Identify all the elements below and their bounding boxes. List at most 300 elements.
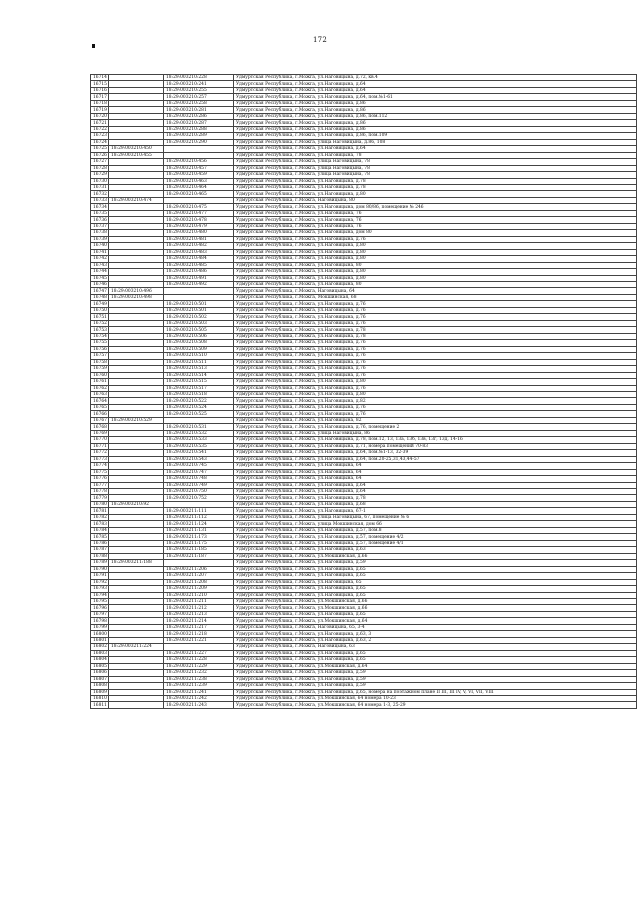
cadastral-number-cell: 18:29:003211:232 bbox=[164, 670, 234, 676]
row-number-cell: 16805 bbox=[91, 663, 109, 669]
row-number-cell: 16801 bbox=[91, 637, 109, 643]
cadastral-number-cell: 18:29:003211:131 bbox=[164, 527, 234, 533]
cadastral-number-cell: 18:29:003210:241 bbox=[164, 81, 234, 87]
cadastral-number-cell: 18:29:003210:543 bbox=[164, 456, 234, 462]
row-number-cell: 16791 bbox=[91, 573, 109, 579]
address-cell: Удмуртская Республика, г.Можга, ул.Наговицына, д.63, 2 bbox=[234, 637, 637, 643]
cadastral-number-cell: 18:29:003210:535 bbox=[164, 443, 234, 449]
address-cell: Удмуртская Республика, г.Можга, ул.Наговицына, д.72, кв.4 bbox=[234, 75, 637, 81]
row-number-cell: 16799 bbox=[91, 624, 109, 630]
address-cell: Удмуртская Республика, г.Можга, ул.Наговицына, 67-1 bbox=[234, 508, 637, 514]
cadastral-number-cell: 18:29:003210:287 bbox=[164, 120, 234, 126]
register-table bbox=[90, 74, 637, 709]
cadastral-number-cell: 18:29:003210:289 bbox=[164, 133, 234, 139]
address-cell: Удмуртская Республика, г.Можга, ул.Наговицына, дом 80/86, помещение № 246 bbox=[234, 204, 637, 210]
row-number-cell: 16796 bbox=[91, 605, 109, 611]
cadastral-number-cell: 18:29:003210:517 bbox=[164, 385, 234, 391]
old-cadastral-number-cell: 18:29:003210:450 bbox=[109, 146, 164, 152]
row-number-cell: 16747 bbox=[91, 288, 109, 294]
row-number-cell: 16783 bbox=[91, 521, 109, 527]
cadastral-number-cell: 18:29:003210:749 bbox=[164, 482, 234, 488]
address-cell: Удмуртская Республика, г.Можга, улица Наговицына, 78 bbox=[234, 165, 637, 171]
address-cell: Удмуртская Республика, г.Можга, ул.Наговицына, д.65 bbox=[234, 592, 637, 598]
cadastral-number-cell: 18:29:003211:124 bbox=[164, 521, 234, 527]
row-number-cell: 16766 bbox=[91, 411, 109, 417]
row-number-cell: 16760 bbox=[91, 372, 109, 378]
cadastral-number-cell: 18:29:003210:477 bbox=[164, 210, 234, 216]
row-number-cell: 16731 bbox=[91, 184, 109, 190]
row-number-cell: 16746 bbox=[91, 282, 109, 288]
cadastral-number-cell: 18:29:003210:508 bbox=[164, 340, 234, 346]
row-number-cell: 16809 bbox=[91, 689, 109, 695]
row-number-cell: 16735 bbox=[91, 210, 109, 216]
cadastral-number-cell: 18:29:003211:112 bbox=[164, 514, 234, 520]
cadastral-number-cell: 18:29:003211:173 bbox=[164, 534, 234, 540]
row-number-cell: 16726 bbox=[91, 152, 109, 158]
row-number-cell: 16744 bbox=[91, 269, 109, 275]
address-cell: Удмуртская Республика, г.Можга, ул.Наговицына, 64 bbox=[234, 476, 637, 482]
old-cadastral-number-cell bbox=[109, 702, 164, 708]
address-cell: Удмуртская Республика, г.Можга, улица Наговицына, 78 bbox=[234, 172, 637, 178]
address-cell: Удмуртская Республика, г.Можга, ул.Мокшинская, д.66 bbox=[234, 598, 637, 604]
row-number-cell: 16754 bbox=[91, 333, 109, 339]
cadastral-number-cell: 18:29:003210:290 bbox=[164, 139, 234, 145]
address-cell: Удмуртская Республика, г.Можга, ул.Наговицына, д.80 bbox=[234, 275, 637, 281]
row-number-cell: 16743 bbox=[91, 262, 109, 268]
row-number-cell: 16806 bbox=[91, 670, 109, 676]
address-cell: Удмуртская Республика, г.Можга, ул.Наговицына, 80 bbox=[234, 282, 637, 288]
address-cell: Удмуртская Республика, г.Можга, ул.Наговицына, д.86, пом.112 bbox=[234, 113, 637, 119]
cadastral-number-cell: 18:29:003210:286 bbox=[164, 113, 234, 119]
row-number-cell: 16739 bbox=[91, 236, 109, 242]
row-number-cell: 16719 bbox=[91, 107, 109, 113]
address-cell: Удмуртская Республика, г.Можга, ул.Наговицына, 80 bbox=[234, 262, 637, 268]
cadastral-number-cell: 18:29:003210:505 bbox=[164, 327, 234, 333]
row-number-cell: 16782 bbox=[91, 514, 109, 520]
row-number-cell: 16776 bbox=[91, 476, 109, 482]
cadastral-number-cell: 18:29:003210:531 bbox=[164, 424, 234, 430]
row-number-cell: 16770 bbox=[91, 437, 109, 443]
cadastral-number-cell: 18:29:003211:221 bbox=[164, 637, 234, 643]
row-number-cell: 16797 bbox=[91, 611, 109, 617]
row-number-cell: 16749 bbox=[91, 301, 109, 307]
cadastral-number-cell: 18:29:003211:227 bbox=[164, 650, 234, 656]
row-number-cell: 16778 bbox=[91, 489, 109, 495]
row-number-cell: 16752 bbox=[91, 320, 109, 326]
cadastral-number-cell: 18:29:003210:479 bbox=[164, 223, 234, 229]
cadastral-number-cell: 18:29:003210:457 bbox=[164, 165, 234, 171]
cadastral-number-cell: 18:29:003211:175 bbox=[164, 540, 234, 546]
row-number-cell: 16772 bbox=[91, 450, 109, 456]
row-number-cell: 16737 bbox=[91, 223, 109, 229]
address-cell: Удмуртская Республика, г.Можга, ул.Наговицына, д.76, помещение 2 bbox=[234, 424, 637, 430]
cadastral-number-cell: 18:29:003210:228 bbox=[164, 75, 234, 81]
address-cell: Удмуртская Республика, г.Можга, ул.Наговицына, 64 bbox=[234, 469, 637, 475]
row-number-cell: 16804 bbox=[91, 657, 109, 663]
row-number-cell: 16715 bbox=[91, 81, 109, 87]
cadastral-number-cell: 18:29:003210:518 bbox=[164, 391, 234, 397]
old-cadastral-number-cell: 18:29:003211:188 bbox=[109, 560, 164, 566]
row-number-cell: 16730 bbox=[91, 178, 109, 184]
address-cell: Удмуртская Республика, г.Можга, улица Наговицына, 78 bbox=[234, 159, 637, 165]
address-cell: Удмуртская Республика, г.Можга, улица Наговицына, 67, помещение № 6 bbox=[234, 514, 637, 520]
address-cell: Удмуртская Республика, г.Можга, ул.Наговицына, д.65 bbox=[234, 586, 637, 592]
cadastral-number-cell: 18:29:003210:478 bbox=[164, 217, 234, 223]
cadastral-number-cell: 18:29:003210:524 bbox=[164, 404, 234, 410]
address-cell: Удмуртская Республика, г.Можга, ул.Наговицына, д.82 bbox=[234, 398, 637, 404]
table-row bbox=[91, 702, 637, 708]
row-number-cell: 16811 bbox=[91, 702, 109, 708]
row-number-cell: 16771 bbox=[91, 443, 109, 449]
row-number-cell: 16759 bbox=[91, 366, 109, 372]
row-number-cell: 16734 bbox=[91, 204, 109, 210]
address-cell: Удмуртская Республика, г.Можга, ул.Наговицына, д.63 bbox=[234, 547, 637, 553]
row-number-cell: 16751 bbox=[91, 314, 109, 320]
register-body bbox=[91, 75, 637, 709]
address-cell: Удмуртская Республика, г.Можга, ул.Наговицына, д.80 bbox=[234, 191, 637, 197]
address-cell: Удмуртская Республика, г.Можга, ул.Наговицына, д.76 bbox=[234, 353, 637, 359]
address-cell: Удмуртская Республика, г.Можга, ул.Мокшинская, д.64 bbox=[234, 663, 637, 669]
address-cell: Удмуртская Республика, г.Можга, ул.Наговицына, д.57, помещение 4/2 bbox=[234, 534, 637, 540]
cadastral-number-cell: 18:29:003210:257 bbox=[164, 94, 234, 100]
row-number-cell: 16716 bbox=[91, 87, 109, 93]
row-number-cell: 16800 bbox=[91, 631, 109, 637]
address-cell: Удмуртская Республика, г.Можга, ул.Наговицына, д.65 bbox=[234, 573, 637, 579]
cadastral-number-cell: 18:29:003211:238 bbox=[164, 676, 234, 682]
cadastral-number-cell: 18:29:003210:541 bbox=[164, 450, 234, 456]
cadastral-number-cell: 18:29:003211:243 bbox=[164, 702, 234, 708]
row-number-cell: 16768 bbox=[91, 424, 109, 430]
address-cell: Удмуртская Республика, г.Можга, ул.Наговицына, д.57, помещение 4/1 bbox=[234, 540, 637, 546]
row-number-cell: 16793 bbox=[91, 586, 109, 592]
address-cell: Удмуртская Республика, г.Можга, ул.Наговицына, д.80 bbox=[234, 391, 637, 397]
row-number-cell: 16781 bbox=[91, 508, 109, 514]
cadastral-number-cell: 18:29:003210:532 bbox=[164, 430, 234, 436]
old-cadastral-number-cell: 18:29:003210:92 bbox=[109, 501, 164, 507]
address-cell: Удмуртская Республика, г.Можга, ул.Наговицына, 64 bbox=[234, 463, 637, 469]
address-cell: Удмуртская Республика, г.Можга, ул.Наговицына, д.59 bbox=[234, 560, 637, 566]
row-number-cell: 16786 bbox=[91, 540, 109, 546]
row-number-cell: 16763 bbox=[91, 391, 109, 397]
address-cell: Удмуртская Республика, г.Можга, ул.Наговицына, д.64, пом.№1-13, 32-39 bbox=[234, 450, 637, 456]
cadastral-number-cell: 18:29:003210:747 bbox=[164, 469, 234, 475]
cadastral-number-cell: 18:29:003210:515 bbox=[164, 379, 234, 385]
old-cadastral-number-cell: 18:29:003210:496 bbox=[109, 288, 164, 294]
row-number-cell: 16779 bbox=[91, 495, 109, 501]
address-cell: Удмуртская Республика, г.Можга, ул.Наговицына, д.76 bbox=[234, 320, 637, 326]
cadastral-number-cell: 18:29:003211:207 bbox=[164, 573, 234, 579]
address-cell: Удмуртская Республика, г.Можга, ул.Наговицына, д.80 bbox=[234, 243, 637, 249]
address-cell: Удмуртская Республика, г.Можга, ул.Мокшинская, 64 номера 10-23 bbox=[234, 696, 637, 702]
cadastral-number-cell: 18:29:003210:522 bbox=[164, 398, 234, 404]
cadastral-number-cell: 18:29:003210:510 bbox=[164, 353, 234, 359]
row-number-cell: 16790 bbox=[91, 566, 109, 572]
row-number-cell: 16722 bbox=[91, 126, 109, 132]
row-number-cell: 16720 bbox=[91, 113, 109, 119]
address-cell: Удмуртская Республика, г.Можга, ул.Наговицына, д.65 bbox=[234, 650, 637, 656]
cadastral-number-cell: 18:29:003211:206 bbox=[164, 566, 234, 572]
address-cell: Удмуртская Республика, г.Можга, ул.Наговицына, 76 bbox=[234, 217, 637, 223]
row-number-cell: 16795 bbox=[91, 598, 109, 604]
old-cadastral-number-cell: 18:29:003210:498 bbox=[109, 294, 164, 300]
cadastral-number-cell: 18:29:003211:241 bbox=[164, 689, 234, 695]
address-cell: Удмуртская Республика, г.Можга, ул.Наговицына, д.78 bbox=[234, 327, 637, 333]
row-number-cell: 16777 bbox=[91, 482, 109, 488]
page-number: 172 bbox=[313, 36, 327, 44]
row-number-cell: 16732 bbox=[91, 191, 109, 197]
address-cell: Удмуртская Республика, г.Можга, ул.Наговицына, д.80 bbox=[234, 269, 637, 275]
address-cell: Удмуртская Республика, г.Можга, ул.Наговицына, д.78 bbox=[234, 333, 637, 339]
cadastral-number-cell: 18:29:003210:288 bbox=[164, 126, 234, 132]
row-number-cell: 16767 bbox=[91, 417, 109, 423]
address-cell: Удмуртская Республика, г.Можга, улица Наговицына, 86 bbox=[234, 430, 637, 436]
address-cell: Удмуртская Республика, г.Можга, ул.Наговицына, д.78 bbox=[234, 184, 637, 190]
address-cell: Удмуртская Республика, г.Можга, ул.Мокшинская, д.66 bbox=[234, 553, 637, 559]
cadastral-number-cell: 18:29:003210:533 bbox=[164, 437, 234, 443]
cadastral-number-cell: 18:29:003210:484 bbox=[164, 256, 234, 262]
cadastral-number-cell: 18:29:003210:501 bbox=[164, 307, 234, 313]
row-number-cell: 16787 bbox=[91, 547, 109, 553]
row-number-cell: 16742 bbox=[91, 256, 109, 262]
row-number-cell: 16762 bbox=[91, 385, 109, 391]
address-cell: Удмуртская Республика, г.Можга, ул.Наговицына, д.64 bbox=[234, 489, 637, 495]
cadastral-number-cell: 18:29:003210:485 bbox=[164, 262, 234, 268]
address-cell: Удмуртская Республика, г.Можга, ул.Наговицына, д.64, пом.№1-61 bbox=[234, 94, 637, 100]
row-number-cell: 16718 bbox=[91, 100, 109, 106]
address-cell: Удмуртская Республика, г.Можга, ул.Наговицына, 65 bbox=[234, 579, 637, 585]
row-number-cell: 16764 bbox=[91, 398, 109, 404]
cadastral-number-cell: 18:29:003210:475 bbox=[164, 204, 234, 210]
cadastral-number-cell: 18:29:003210:464 bbox=[164, 184, 234, 190]
row-number-cell: 16717 bbox=[91, 94, 109, 100]
address-cell: Удмуртская Республика, г.Можга, Наговицына, 80 bbox=[234, 197, 637, 203]
cadastral-number-cell: 18:29:003210:481 bbox=[164, 236, 234, 242]
row-number-cell: 16758 bbox=[91, 359, 109, 365]
row-number-cell: 16714 bbox=[91, 75, 109, 81]
row-number-cell: 16810 bbox=[91, 696, 109, 702]
address-cell: Удмуртская Республика, г.Можга, ул.Наговицына, д.76 bbox=[234, 366, 637, 372]
address-cell: Удмуртская Республика, г.Можга, улица Мокшинская, дом 66 bbox=[234, 521, 637, 527]
address-cell: Удмуртская Республика, г.Можга, ул.Наговицына, д.64, пом.20-25,31,43,44-57 bbox=[234, 456, 637, 462]
row-number-cell: 16750 bbox=[91, 307, 109, 313]
row-number-cell: 16738 bbox=[91, 230, 109, 236]
cadastral-number-cell: 18:29:003210:486 bbox=[164, 269, 234, 275]
cadastral-number-cell: 18:29:003211:208 bbox=[164, 579, 234, 585]
cadastral-number-cell: 18:29:003210:511 bbox=[164, 359, 234, 365]
address-cell: Удмуртская Республика, г.Можга, ул.Наговицына, д.80 bbox=[234, 249, 637, 255]
address-cell: Удмуртская Республика, г.Можга, ул.Наговицына, д.86 bbox=[234, 126, 637, 132]
row-number-cell: 16727 bbox=[91, 159, 109, 165]
address-cell: Удмуртская Республика, г.Можга, Наговицына, 64 bbox=[234, 288, 637, 294]
address-cell: Удмуртская Республика, г.Можга, ул.Наговицына, д.76 bbox=[234, 307, 637, 313]
row-number-cell: 16769 bbox=[91, 430, 109, 436]
cadastral-number-cell: 18:29:003210:506 bbox=[164, 333, 234, 339]
cadastral-number-cell: 18:29:003210:748 bbox=[164, 476, 234, 482]
cadastral-number-cell: 18:29:003211:217 bbox=[164, 624, 234, 630]
address-cell: Удмуртская Республика, г.Можга, ул.Наговицына, д.78 bbox=[234, 495, 637, 501]
old-cadastral-number-cell: 18:29:003210:455 bbox=[109, 152, 164, 158]
address-cell: Удмуртская Республика, г.Можга, Наговицына, 63 bbox=[234, 644, 637, 650]
address-cell: Удмуртская Республика, г.Можга, ул.Наговицына, д.64 bbox=[234, 87, 637, 93]
cadastral-number-cell: 18:29:003211:214 bbox=[164, 618, 234, 624]
address-cell: Удмуртская Республика, г.Можга, ул.Наговицына, д.76 bbox=[234, 346, 637, 352]
address-cell: Удмуртская Республика, г.Можга, ул.Наговицына, д.57, пом.8 bbox=[234, 527, 637, 533]
cadastral-number-cell: 18:29:003210:483 bbox=[164, 249, 234, 255]
old-cadastral-number-cell: 18:29:003210:529 bbox=[109, 417, 164, 423]
row-number-cell: 16773 bbox=[91, 456, 109, 462]
row-number-cell: 16757 bbox=[91, 353, 109, 359]
row-number-cell: 16724 bbox=[91, 139, 109, 145]
address-cell: Удмуртская Республика, г.Можга, ул.Наговицына, д.86 bbox=[234, 107, 637, 113]
cadastral-number-cell: 18:29:003211:218 bbox=[164, 631, 234, 637]
row-number-cell: 16755 bbox=[91, 340, 109, 346]
address-cell: Удмуртская Республика, г.Можга, ул.Наговицына, 78 bbox=[234, 152, 637, 158]
row-number-cell: 16798 bbox=[91, 618, 109, 624]
address-cell: Удмуртская Республика, г.Можга, ул.Наговицына, д.68 bbox=[234, 501, 637, 507]
cadastral-number-cell: 18:29:003210:482 bbox=[164, 243, 234, 249]
address-cell: Удмуртская Республика, г.Можга, ул.Наговицына, д.78, пом.12, 13, 13а, 13б, 13в, 13г, 13д, 14-16 bbox=[234, 437, 637, 443]
cadastral-number-cell: 18:29:003210:456 bbox=[164, 159, 234, 165]
row-number-cell: 16728 bbox=[91, 165, 109, 171]
row-number-cell: 16775 bbox=[91, 469, 109, 475]
row-number-cell: 16765 bbox=[91, 404, 109, 410]
row-number-cell: 16741 bbox=[91, 249, 109, 255]
address-cell: Удмуртская Республика, г.Можга, ул.Наговицына, д.64 bbox=[234, 81, 637, 87]
row-number-cell: 16756 bbox=[91, 346, 109, 352]
row-number-cell: 16789 bbox=[91, 560, 109, 566]
address-cell: Удмуртская Республика, г.Можга, ул.Наговицына, д.76 bbox=[234, 411, 637, 417]
cadastral-number-cell: 18:29:003211:213 bbox=[164, 611, 234, 617]
row-number-cell: 16792 bbox=[91, 579, 109, 585]
address-cell: Удмуртская Республика, г.Можга, ул.Наговицына, д.86 bbox=[234, 120, 637, 126]
address-cell: Удмуртская Республика, г.Можга, Наговицына, 65, 3-4 bbox=[234, 624, 637, 630]
cadastral-number-cell: 18:29:003210:750 bbox=[164, 489, 234, 495]
address-cell: Удмуртская Республика, г.Можга, ул.Мокшинская, 64 номера 1-3, 25-29 bbox=[234, 702, 637, 708]
row-number-cell: 16780 bbox=[91, 501, 109, 507]
cadastral-number-cell: 18:29:003210:514 bbox=[164, 372, 234, 378]
row-number-cell: 16808 bbox=[91, 683, 109, 689]
address-cell: Удмуртская Республика, г.Можга, ул.Наговицына, д.59 bbox=[234, 683, 637, 689]
address-cell: Удмуртская Республика, г.Можга, Мокшинская, 68 bbox=[234, 294, 637, 300]
cadastral-number-cell: 18:29:003210:463 bbox=[164, 178, 234, 184]
cadastral-number-cell: 18:29:003210:491 bbox=[164, 275, 234, 281]
cadastral-number-cell: 18:29:003211:111 bbox=[164, 508, 234, 514]
address-cell: Удмуртская Республика, г.Можга, ул.Наговицына, д.64 bbox=[234, 482, 637, 488]
cadastral-number-cell: 18:29:003210:459 bbox=[164, 172, 234, 178]
address-cell: Удмуртская Республика, г.Можга, ул.Наговицына, д.76 bbox=[234, 340, 637, 346]
row-number-cell: 16785 bbox=[91, 534, 109, 540]
address-cell: Удмуртская Республика, г.Можга, ул.Наговицына, д.76 bbox=[234, 385, 637, 391]
address-cell: Удмуртская Республика, г.Можга, улица Наговицына, д.86, 108 bbox=[234, 139, 637, 145]
row-number-cell: 16733 bbox=[91, 197, 109, 203]
cadastral-number-cell: 18:29:003210:465 bbox=[164, 191, 234, 197]
cadastral-number-cell: 18:29:003210:745 bbox=[164, 463, 234, 469]
address-cell: Удмуртская Республика, г.Можга, ул.Мокшинская, д.66 bbox=[234, 605, 637, 611]
address-cell: Удмуртская Республика, г.Можга, ул.Наговицына, д.78 bbox=[234, 178, 637, 184]
cadastral-number-cell: 18:29:003211:187 bbox=[164, 553, 234, 559]
row-number-cell: 16723 bbox=[91, 133, 109, 139]
cadastral-number-cell: 18:29:003210:501 bbox=[164, 301, 234, 307]
cadastral-number-cell: 18:29:003211:210 bbox=[164, 592, 234, 598]
row-number-cell: 16761 bbox=[91, 379, 109, 385]
row-number-cell: 16745 bbox=[91, 275, 109, 281]
cadastral-number-cell: 18:29:003211:209 bbox=[164, 586, 234, 592]
row-number-cell: 16736 bbox=[91, 217, 109, 223]
address-cell: Удмуртская Республика, г.Можга, ул.Наговицына, д.71, номера помещений 70-83 bbox=[234, 443, 637, 449]
address-cell: Удмуртская Республика, г.Можга, ул.Наговицына, дом 80 bbox=[234, 230, 637, 236]
address-cell: Удмуртская Республика, г.Можга, ул.Наговицына, 76 bbox=[234, 210, 637, 216]
address-cell: Удмуртская Республика, г.Можга, ул.Наговицына, д.65 bbox=[234, 657, 637, 663]
cadastral-number-cell: 18:29:003210:492 bbox=[164, 282, 234, 288]
address-cell: Удмуртская Республика, г.Можга, ул.Наговицына, 82 bbox=[234, 417, 637, 423]
address-cell: Удмуртская Республика, г.Можга, ул.Мокшинская, д.64 bbox=[234, 618, 637, 624]
row-number-cell: 16740 bbox=[91, 243, 109, 249]
address-cell: Удмуртская Республика, г.Можга, ул.Наговицына, 76 bbox=[234, 223, 637, 229]
cadastral-number-cell: 18:29:003210:281 bbox=[164, 107, 234, 113]
address-cell: Удмуртская Республика, г.Можга, ул.Наговицына, д.80 bbox=[234, 256, 637, 262]
cadastral-number-cell: 18:29:003210:503 bbox=[164, 320, 234, 326]
address-cell: Удмуртская Республика, г.Можга, ул.Наговицына, д.86, пом.109 bbox=[234, 133, 637, 139]
cadastral-number-cell: 18:29:003210:513 bbox=[164, 366, 234, 372]
row-number-cell: 16774 bbox=[91, 463, 109, 469]
cadastral-number-cell: 18:29:003211:229 bbox=[164, 663, 234, 669]
address-cell: Удмуртская Республика, г.Можга, ул.Наговицына, д.65, номера на поэтажном плане II III, III IV, V, VI, VII, VIII bbox=[234, 689, 637, 695]
address-cell: Удмуртская Республика, г.Можга, ул.Наговицына, д.65 bbox=[234, 611, 637, 617]
old-cadastral-number-cell: 18:29:003211:224 bbox=[109, 644, 164, 650]
margin-mark bbox=[92, 44, 95, 48]
row-number-cell: 16753 bbox=[91, 327, 109, 333]
address-cell: Удмуртская Республика, г.Можга, ул.Наговицына, д.76 bbox=[234, 314, 637, 320]
row-number-cell: 16784 bbox=[91, 527, 109, 533]
cadastral-number-cell: 18:29:003211:228 bbox=[164, 657, 234, 663]
cadastral-number-cell: 18:29:003211:212 bbox=[164, 605, 234, 611]
cadastral-number-cell: 18:29:003210:255 bbox=[164, 87, 234, 93]
cadastral-number-cell: 18:29:003210:502 bbox=[164, 314, 234, 320]
address-cell: Удмуртская Республика, г.Можга, ул.Наговицына, д.59 bbox=[234, 670, 637, 676]
row-number-cell: 16794 bbox=[91, 592, 109, 598]
row-number-cell: 16748 bbox=[91, 294, 109, 300]
cadastral-number-cell: 18:29:003211:211 bbox=[164, 598, 234, 604]
address-cell: Удмуртская Республика, г.Можга, ул.Наговицына, д.76 bbox=[234, 372, 637, 378]
cadastral-number-cell: 18:29:003210:752 bbox=[164, 495, 234, 501]
cadastral-number-cell: 18:29:003211:242 bbox=[164, 696, 234, 702]
cadastral-number-cell: 18:29:003210:509 bbox=[164, 346, 234, 352]
cadastral-number-cell: 18:29:003210:480 bbox=[164, 230, 234, 236]
address-cell: Удмуртская Республика, г.Можга, ул.Наговицына, д.76 bbox=[234, 236, 637, 242]
address-cell: Удмуртская Республика, г.Можга, ул.Наговицына, д.65 bbox=[234, 566, 637, 572]
address-cell: Удмуртская Республика, г.Можга, ул.Наговицына, д.59 bbox=[234, 676, 637, 682]
cadastral-number-cell: 18:29:003210:258 bbox=[164, 100, 234, 106]
address-cell: Удмуртская Республика, г.Можга, ул.Наговицына, д.86 bbox=[234, 100, 637, 106]
row-number-cell: 16802 bbox=[91, 644, 109, 650]
address-cell: Удмуртская Республика, г.Можга, ул.Наговицына, д.63, 3 bbox=[234, 631, 637, 637]
row-number-cell: 16788 bbox=[91, 553, 109, 559]
address-cell: Удмуртская Республика, г.Можга, ул.Наговицына, д.64 bbox=[234, 146, 637, 152]
row-number-cell: 16729 bbox=[91, 172, 109, 178]
cadastral-number-cell: 18:29:003211:185 bbox=[164, 547, 234, 553]
address-cell: Удмуртская Республика, г.Можга, ул.Наговицына, д.76 bbox=[234, 301, 637, 307]
address-cell: Удмуртская Республика, г.Можга, ул.Наговицына, д.76 bbox=[234, 404, 637, 410]
address-cell: Удмуртская Республика, г.Можга, ул.Наговицына, д.76 bbox=[234, 359, 637, 365]
row-number-cell: 16721 bbox=[91, 120, 109, 126]
row-number-cell: 16725 bbox=[91, 146, 109, 152]
cadastral-number-cell: 18:29:003211:239 bbox=[164, 683, 234, 689]
cadastral-number-cell: 18:29:003210:525 bbox=[164, 411, 234, 417]
address-cell: Удмуртская Республика, г.Можга, ул.Наговицына, д.80 bbox=[234, 379, 637, 385]
row-number-cell: 16807 bbox=[91, 676, 109, 682]
row-number-cell: 16803 bbox=[91, 650, 109, 656]
old-cadastral-number-cell: 18:29:003210:474 bbox=[109, 197, 164, 203]
